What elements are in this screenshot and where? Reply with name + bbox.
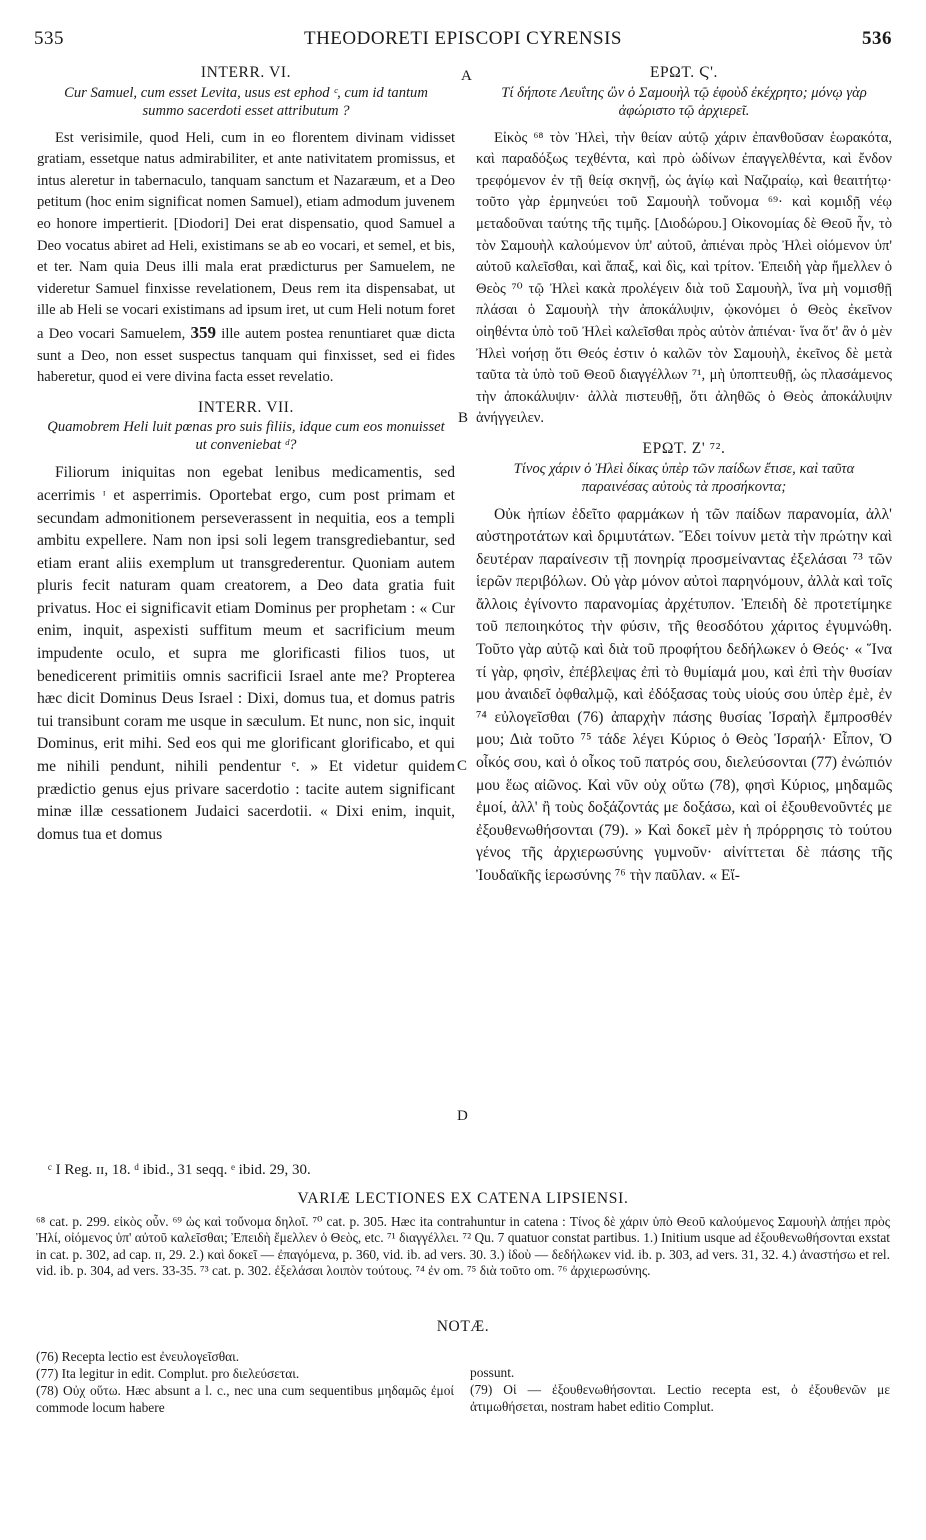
interr6-text: Est verisimile, quod Heli, cum in eo florentem divinam vidisset gratiam, essetque natus admirabiliter, et ante nativitatem promissus, et intus aleretur in tabernaculo, tanquam sanctum et Nazaræum, et a Deo petitum (hoc enim significat nomen Samuel), etiam admodum juvenem eo honore impertierit. [Diodori] Dei erat dispensatio, quod Samuel a Deo vocatus abiret ad Heli, existimans se ab eo vocari, et semel, et bis, et ter. Nam quia Deus illi mala erat prædicturus per Samuelem, ne videretur Samuel finxisse revelationem, Deus rem ita dispensabat, ut ille ab Heli se vocari existimans ad ipsum iret, ut cum Heli notum foret a Deo vocari Samuelem, [37,129,455,342]
margin-letter-a: A [461,68,472,84]
interr7-question: Quamobrem Heli luit pœnas pro suis filiis, idque cum eos monuisset ut conveniebat ᵈ? [47,419,445,454]
interr7-answer: Filiorum iniquitas non egebat lenibus medicamentis, sed acerrimis ᶦ et asperrimis. Oportebat ergo, cum post primam et secundam admonitionem perseverassent in nequitia, eos a templi ambitu expellere. Nam non ipsi soli legem transgrediebantur, sed etiam erant aliis exemplum ut transgrederentur. Quoniam autem pluris fecit naturam quam creatorem, a Deo data gratia fuit privatus. Hoc ei significavit etiam Dominus per prophetam : « Cur enim, inquit, aspexisti suffitum meum et sacrificium meum impudente oculo, et supra me glorificasti filios tuos, ut benedicerent primitiis omnis sacrificii Israel ante me? Propterea hæc dicit Dominus Deus Israel : Dixi, domus tua, et domus patris tui transibunt coram me usque in sæculum. Et nunc, non sic, inquit Dominus, erit mihi. Sed eos qui me glorificant glorificabo, et qui me nihili pendunt, nihili pendentur ᵉ. » Et videtur quidem prædictio genus ejus privare sacerdotio : tacite autem significant minæ illæ cessationem Judaici sacerdotii. « Dixi enim, inquit, domus tua et domus [37,464,455,843]
latin-column [37,62,455,846]
margin-letter-b: B [458,410,469,426]
greek-column [476,62,892,888]
erot6-question: Τί δήποτε Λευΐτης ὢν ὁ Σαμουὴλ τῷ ἐφοὺδ ἐκέχρητο; μόνῳ γὰρ ἀφώριστο τῷ ἀρχιερεῖ. [501,84,867,119]
interr7-heading: INTERR. VII. [197,398,295,416]
erot7-question: Τίνος χάριν ὁ Ἠλεὶ δίκας ὑπὲρ τῶν παίδων ἔτισε, καὶ ταῦτα παραινέσας αὐτοὺς τὰ προσήκοντα; [513,460,855,495]
interr6-heading: INTERR. VI. [200,64,292,81]
interr6-question: Cur Samuel, cum esset Levita, usus est ephod ᶜ, cum id tantum summo sacerdoti esset attributum ? [64,84,428,119]
interr6-text-end: ille autem postea renuntiaret quæ dicta sunt a Deo, non esset suspectus tanquam qui finxisset, sed ei fides haberetur, quod ei vere divina facta esset revelatio. [37,325,455,386]
erot6-answer: Εἰκὸς ⁶⁸ τὸν Ἠλεὶ, τὴν θείαν αὐτῷ χάριν ἐπανθοῦσαν ἑωρακότα, καὶ παραδόξως τεχθέντα, καὶ πρὸ ὠδίνων ἐπαγγελθέντα, καὶ ἔνδον τρεφόμενον ἐν τῇ θείᾳ σκηνῇ, ὡς ἁγίῳ καὶ Ναζιραίῳ, καὶ θεαιτήτῳ· τοῦτο γὰρ ἑρμηνεύει τοῦ Σαμουὴλ τοὔνομα ⁶⁹· καὶ κομιδῇ νέῳ μεταδοῦναι ταύτης τῆς τιμῆς. [Διοδώρου.] Οἰκονομίας δὲ Θεοῦ ἦν, τὸ τὸν Σαμουὴλ καλούμενον ὑπ' αὐτοῦ, ἀπιέναι πρὸς Ἠλεὶ οἰόμενον ὑπ' αὐτοῦ καλεῖσθαι, καὶ ἅπαξ, καὶ δὶς, καὶ τρίτον. Ἐπειδὴ γὰρ ἤμελλεν ὁ Θεὸς ⁷⁰ τῷ Ἠλεὶ κακὰ προλέγειν διὰ τοῦ Σαμουὴλ, ἵνα μὴ νομισθῇ πλάσαι ὁ Σαμουὴλ τὴν ἀποκάλυψιν, ᾠκονόμει ὁ Θεὸς ἐκεῖνον οἰηθέντα ὑπὸ τοῦ Ἠλεὶ καλεῖσθαι πρὸς αὐτὸν ἀπιέναι· ἵνα ὅτ' ἂν ὁ μὲν Ἠλεὶ νοήσῃ ὅτι Θεός ἐστιν ὁ καλῶν τὸν Σαμουὴλ, ἐκεῖνος δὲ μετὰ ταῦτα τὰ ὑπὸ τοῦ Θεοῦ διαγγέλλων ⁷¹, μὴ ὑποπτευθῇ, ὡς πλασάμενος τὴν ἀποκάλυψιν· ἀλλὰ πιστευθῇ, ὅτι ἀληθῶς ὁ Θεὸς ἀποκάλυψιν ἀνήγγειλεν. [476,129,892,427]
notae-right-column [470,1364,890,1415]
erot6-heading: ΕΡΩΤ. Ϛ'. [649,64,719,81]
note-78: (78) Οὐχ οὕτω. Hæc absunt a l. c., nec una cum sequentibus μηδαμῶς ἐμοί commode locum habere [36,1383,454,1415]
page-marker: 359 [190,322,217,342]
running-title: THEODORETI EPISCOPI CYRENSIS [303,28,623,49]
interr6-answer [37,128,455,389]
margin-letter-c: C [457,758,468,774]
left-page-number: 535 [34,28,64,49]
notae-title: NOTÆ. [436,1318,490,1335]
erot7-answer: Οὐκ ἠπίων ἐδεῖτο φαρμάκων ἡ τῶν παίδων παρανομία, ἀλλ' αὐστηροτάτων καὶ δριμυτάτων. Ἔδει τοίνυν μετὰ τὴν πρώτην καὶ δευτέραν παραίνεσιν τῇ πονηρίᾳ προσμείναντας ἐξελάσαι ⁷³ τῶν ἱερῶν περιβόλων. Οὐ γὰρ μόνον αὐτοὶ παρηνόμουν, ἀλλὰ καὶ τοῖς ἄλλοις ἐγίνοντο παρανομίας ἀρχέτυπον. Ἐπειδὴ δὲ προτετίμηκε τοῦ πεποιηκότος τὴν φύσιν, τῆς θεοσδότου χάριτος ἐγυμνώθη. Τοῦτο γὰρ αὐτῷ καὶ διὰ τοῦ προφήτου δεδήλωκεν ὁ Θεός· « Ἵνα τί γὰρ, φησὶν, ἐπέβλεψας ἐπὶ τὸ θυμίαμά μου, καὶ ἐπὶ τὴν θυσίαν μου ἀναιδεῖ ὀφθαλμῷ, καὶ ἐδόξασας τοὺς υἱούς σου ὑπὲρ ἐμὲ, ἐν ⁷⁴ εὐλογεῖσθαι (76) ἀπαρχὴν πάσης θυσίας Ἰσραὴλ ἔμπροσθέν μου; Διὰ τοῦτο ⁷⁵ τάδε λέγει Κύριος ὁ Θεὸς Ἰσραήλ· Εἶπον, Ὁ οἶκός σου, καὶ ὁ οἶκος τοῦ πατρός σου, διελεύσονται (77) ἐνώπιόν μου ἕως αἰῶνος. Καὶ νῦν οὐχ οὕτω (78), φησὶ Κύριος, μηδαμῶς ἐμοί, ἀλλ' ἢ τοὺς δοξάζοντάς με δοξάσω, καὶ οἱ ἐξουθενοῦντές με ἐξουθενωθήσονται (79). » Καὶ δοκεῖ μὲν ἡ πρόρρησις τὸ τούτου γένος τῆς ἀρχιερωσύνης γυμνοῦν· αἰνίττεται δὲ πάσης τῆς Ἰουδαϊκῆς ἱερωσύνης ⁷⁶ τὴν παῦλαν. « Εἴ- [476,505,892,884]
erot7-heading: ΕΡΩΤ. Ζ' ⁷². [642,439,726,457]
scripture-footnotes: ᶜ I Reg. ɪɪ, 18. ᵈ ibid., 31 seqq. ᵉ ibid. 29, 30. [48,1162,311,1178]
note-78-continued: possunt. [470,1365,515,1380]
note-79: (79) Οἱ — ἐξουθενωθήσονται. Lectio recepta est, ὁ ἐξουθενῶν με ἀτιμωθήσεται, nostram habet editio Complut. [470,1382,890,1414]
note-76: (76) Recepta lectio est ἐνευλογεῖσθαι. [36,1349,240,1364]
right-page-number: 536 [862,28,892,49]
margin-letter-d: D [457,1108,468,1124]
running-header [30,28,896,56]
variae-lectiones-title: VARIÆ LECTIONES EX CATENA LIPSIENSI. [297,1190,629,1207]
notae-left-column [36,1348,454,1416]
note-77: (77) Ita legitur in edit. Complut. pro διελεύσεται. [36,1366,300,1381]
variae-lectiones-text: ⁶⁸ cat. p. 299. εἰκὸς οὖν. ⁶⁹ ὡς καὶ τοὔνομα δηλοῖ. ⁷⁰ cat. p. 305. Hæc ita contrahuntur in catena : Τίνος δὲ χάριν ὑπὸ Θεοῦ καλούμενος Σαμουὴλ ἀπῄει πρὸς Ἠλί, οἰόμενος ὑπ' αὐτοῦ καλεῖσθαι; Ἐπειδὴ ἔμελλεν ὁ Θεὸς, etc. ⁷¹ διαγγέλλει. ⁷² Qu. 7 quatuor constat partibus. 1.) Initium usque ad ἐξουθενωθήσονται exstat in cat. p. 302, ad cap. ɪɪ, 29. 2.) καὶ δοκεῖ — ἐπαγόμενα, p. 360, vid. ib. ad vers. 30. 3.) ἰδοὺ — δεδήλωκεν vid. ib. p. 303, ad vers. 31, 32. 4.) ἀναστήσω et rel. vid. ib. p. 304, ad vers. 33-35. ⁷³ cat. p. 302. ἐξελάσαι λοιπὸν τούτους. ⁷⁴ ἐν om. ⁷⁵ διὰ τοῦτο om. ⁷⁶ ἀρχιερωσύνης. [36,1214,890,1279]
